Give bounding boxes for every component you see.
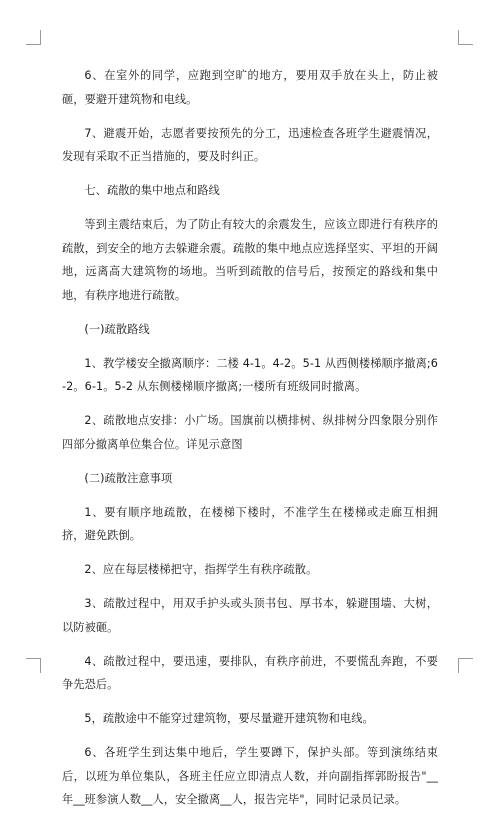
paragraph-volunteer-check: 7、避震开始，志愿者要按预先的分工，迅速检查各班学生避震情况，发现有采取不正当措施的，要及时纠正。 — [62, 126, 438, 163]
paragraph-note-2: 2、应在每层楼梯把守，指挥学生有秩序疏散。 — [84, 563, 318, 576]
paragraph-note-3: 3、疏散过程中，用双手护头或头顶书包、厚书本，躲避围墙、大树，以防被砸。 — [62, 597, 438, 634]
crop-mark-bottom-left — [26, 658, 41, 673]
paragraph-outdoor-students: 6、在室外的同学，应跑到空旷的地方，要用双手放在头上，防止被砸，要避开建筑物和电线。 — [62, 69, 438, 106]
paragraph-note-1: 1、要有顺序地疏散，在楼梯下楼时，不准学生在楼梯或走廊互相拥挤，避免跌倒。 — [62, 505, 438, 542]
paragraph-teaching-building-order: 1、教学楼安全撤离顺序：二楼 4-1。4-2。5-1 从西侧楼梯顺序撤离;6-2。6-1。5-2 从东侧楼梯顺序撤离;一楼所有班级同时撤离。 — [62, 356, 438, 393]
paragraph-note-6: 6、各班学生到达集中地后，学生要蹲下，保护头部。等到演练结束后，以班为单位集队，各班主任应立即清点人数，并向副指挥郭盼报告"__年__班参演人数__人，安全撤离__人，报告完毕"，同时记录员记录。 — [62, 746, 438, 806]
subheading-evacuation-route: (一)疏散路线 — [84, 322, 150, 336]
crop-mark-top-right — [458, 30, 473, 45]
subheading-evacuation-notes: (二)疏散注意事项 — [84, 471, 173, 485]
paragraph-note-5: 5，疏散途中不能穿过建筑物，要尽量避开建筑物和电线。 — [84, 712, 374, 725]
crop-mark-top-left — [26, 30, 41, 45]
paragraph-evacuation-location: 2、疏散地点安排：小广场。国旗前以横排树、纵排树分四象限分别作四部分撤离单位集合位。详见示意图 — [62, 414, 438, 451]
section-heading-evacuation-points: 七、疏散的集中地点和路线 — [84, 184, 220, 197]
paragraph-after-main-shock: 等到主震结束后，为了防止有较大的余震发生，应该立即进行有秩序的疏散，到安全的地方去躲避余震。疏散的集中地点应选择坚实、平坦的开阔地，远离高大建筑物的场地。当听到疏散的信号后，按预定的路线和集中地，有秩序地进行疏散。 — [62, 218, 438, 302]
crop-mark-bottom-right — [458, 658, 473, 673]
paragraph-note-4: 4、疏散过程中，要迅速，要排队，有秩序前进，不要慌乱奔跑，不要争先恐后。 — [62, 654, 438, 691]
document-body — [62, 64, 438, 822]
